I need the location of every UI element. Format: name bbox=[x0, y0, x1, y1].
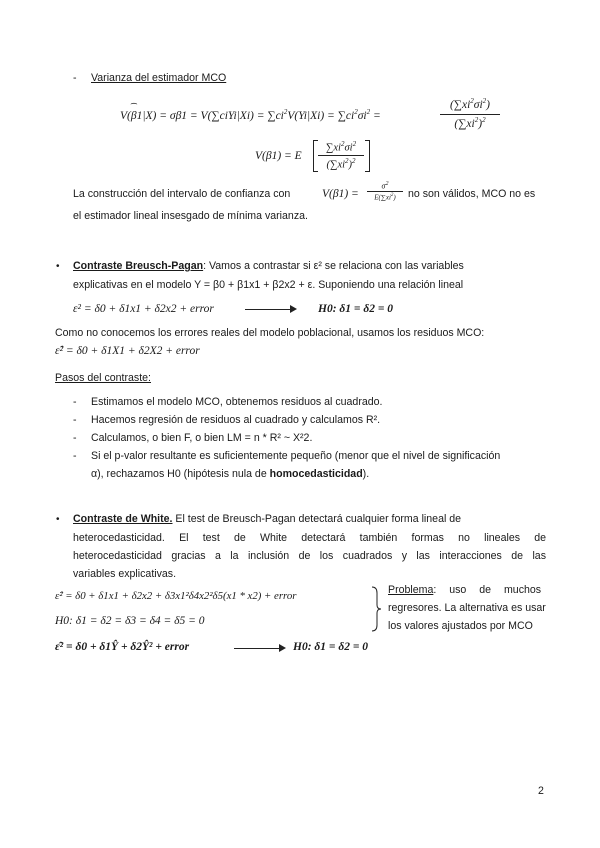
section-heading-varianza: Varianza del estimador MCO bbox=[91, 72, 227, 84]
problema-line-2: regresores. La alternativa es usar bbox=[388, 602, 546, 614]
paragraph-intervalo-a: La construcción del intervalo de confianza con bbox=[73, 188, 291, 200]
hypothesis-h0-white: H0: δ1 = δ2 = δ3 = δ4 = δ5 = 0 bbox=[55, 615, 205, 627]
step-item: Calculamos, o bien F, o bien LM = n * R² ~ X²2. bbox=[91, 432, 313, 444]
steps-heading: Pasos del contraste: bbox=[55, 372, 151, 384]
paragraph-residuos: Como no conocemos los errores reales del modelo poblacional, usamos los residuos MCO: bbox=[55, 327, 485, 339]
dash-marker: - bbox=[73, 450, 77, 462]
white-line-1: Contraste de White. El test de Breusch-Pagan detectará cualquier forma lineal de bbox=[73, 513, 462, 525]
equation-white-aux: ε̂² = δ0 + δ1x1 + δ2x2 + δ3x1²δ4x2²δ5(x1 * x2) + error bbox=[55, 590, 297, 602]
white-title: Contraste de White. bbox=[73, 513, 173, 525]
breusch-title: Contraste Breusch-Pagan bbox=[73, 260, 204, 272]
dash-marker: - bbox=[73, 432, 77, 444]
white-line-4: variables explicativas. bbox=[73, 568, 177, 580]
dash-marker: - bbox=[73, 414, 77, 426]
breusch-line-2: explicativas en el modelo Y = β0 + β1x1 + β2x2 + ε. Suponiendo una relación lineal bbox=[73, 279, 464, 291]
problema-label: Problema bbox=[388, 584, 434, 596]
paragraph-intervalo-b: no son válidos, MCO no es bbox=[408, 188, 536, 200]
problema-line-3: los valores ajustados por MCO bbox=[388, 620, 533, 632]
equation-residuos-hat: ε̂² = δ0 + δ1X1 + δ2X2 + error bbox=[55, 345, 200, 357]
arrow-head-icon bbox=[290, 305, 297, 313]
equation-breusch-error: ε² = δ0 + δ1x1 + δ2x2 + error bbox=[73, 303, 214, 315]
inline-equation-intervalo: V(β1) = $\sigma^2$ $E(\sum xi^2)$ bbox=[322, 181, 408, 207]
arrow-line bbox=[234, 648, 282, 649]
white-line-2: heterocedasticidad. El test de White detectará también formas no lineales de bbox=[73, 532, 546, 544]
problema-line-1: Problema: uso de muchos bbox=[388, 584, 542, 596]
dash-marker: - bbox=[73, 72, 77, 84]
dash-marker: - bbox=[73, 396, 77, 408]
hypothesis-h0-white-fitted: H0: δ1 = δ2 = 0 bbox=[293, 641, 369, 653]
hypothesis-h0-breusch: H0: δ1 = δ2 = 0 bbox=[318, 303, 394, 315]
white-line-3: heterocedasticidad gracias a la inclusión de los cuadrados y las interacciones de las bbox=[73, 550, 546, 562]
step-item-continued: α), rechazamos H0 (hipótesis nula de homocedasticidad). bbox=[91, 468, 370, 480]
paragraph-intervalo-c: el estimador lineal insesgado de mínima varianza. bbox=[73, 210, 308, 222]
page-number: 2 bbox=[538, 785, 544, 797]
step-item: Estimamos el modelo MCO, obtenemos residuos al cuadrado. bbox=[91, 396, 383, 408]
equation-varianza-1: V(β 1|X) = σβ1 = V(∑ciYi|Xi) = $\sum ci^2V(Yi|Xi) = \sum ci^2\sigma i^2$ = $(\sum xi^2\sigma i^2)$ $(\sum xi^2)^2$ bbox=[120, 97, 500, 131]
arrow-head-icon bbox=[279, 644, 286, 652]
equation-white-fitted: ε̂² = δ0 + δ1Ŷ + δ2Ŷ² + error bbox=[55, 641, 190, 653]
equation-varianza-2: V(β1) = E $\sum xi^2\sigma i^2$ $(\sum xi^2)^2$ bbox=[255, 140, 375, 174]
breusch-line-1: Contraste Breusch-Pagan: Vamos a contrastar si ε² se relaciona con las variables bbox=[73, 260, 464, 272]
step-item: Si el p-valor resultante es suficientemente pequeño (menor que el nivel de significación bbox=[91, 450, 501, 462]
arrow-line bbox=[245, 309, 293, 310]
term-homocedasticidad: homocedasticidad bbox=[269, 468, 363, 480]
brace-icon bbox=[370, 586, 382, 632]
bullet-marker: • bbox=[56, 514, 60, 525]
step-item: Hacemos regresión de residuos al cuadrado y calculamos R². bbox=[91, 414, 381, 426]
bullet-marker: • bbox=[56, 261, 60, 272]
